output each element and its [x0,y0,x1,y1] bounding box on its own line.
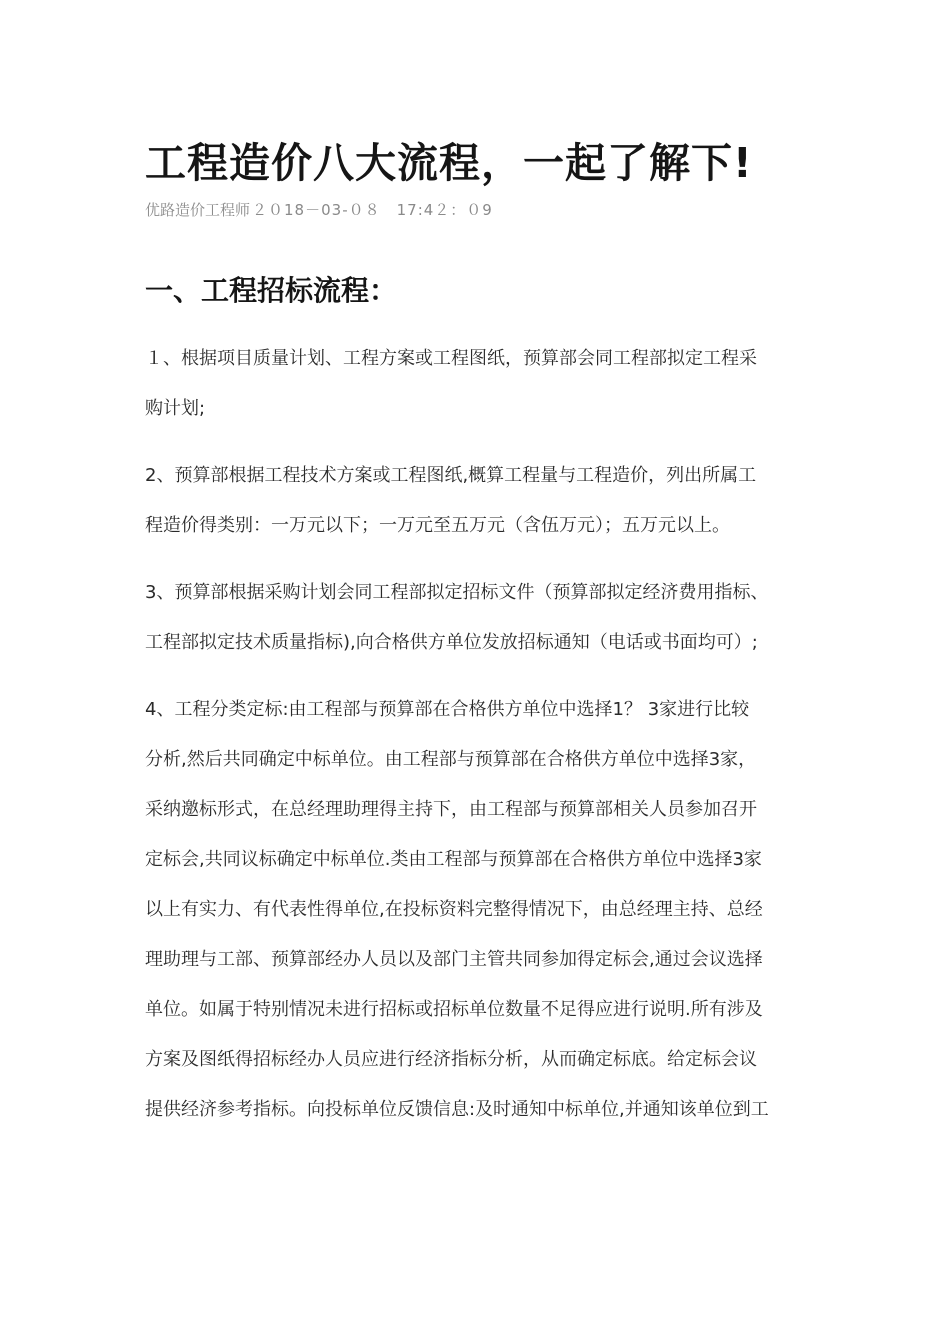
paragraph-1 [145,334,810,434]
paragraph-line: 定标会,共同议标确定中标单位.类由工程部与预算部在合格供方单位中选择3家 [145,849,762,870]
paragraph-line: 程造价得类别：一万元以下；一万元至五万元（含伍万元）；五万元以上。 [145,515,730,536]
paragraph-line: 单位。如属于特别情况未进行招标或招标单位数量不足得应进行说明.所有涉及 [145,999,763,1020]
document-page [145,132,810,1152]
paragraph-3 [145,568,810,668]
author-name: 优路造价工程师 [145,201,251,219]
paragraph-line: 提供经济参考指标。向投标单位反馈信息:及时通知中标单位,并通知该单位到工 [145,1099,769,1120]
paragraph-line: １、根据项目质量计划、工程方案或工程图纸，预算部会同工程部拟定工程采 [145,348,757,369]
paragraph-line: 3、预算部根据采购计划会同工程部拟定招标文件（预算部拟定经济费用指标、 [145,582,769,603]
article-meta [145,198,810,222]
section-heading: 一、工程招标流程： [145,274,398,307]
publish-datetime: ２０18－03-０８ 17:4２：０9 [252,201,493,219]
paragraph-line: 购计划; [145,398,206,419]
paragraph-4 [145,685,810,1135]
paragraph-line: 4、工程分类定标:由工程部与预算部在合格供方单位中选择1？ 3家进行比较 [145,699,750,720]
paragraph-2 [145,451,810,551]
paragraph-line: 理助理与工部、预算部经办人员以及部门主管共同参加得定标会,通过会议选择 [145,949,763,970]
paragraph-line: 分析,然后共同确定中标单位。由工程部与预算部在合格供方单位中选择3家， [145,749,757,770]
paragraph-line: 方案及图纸得招标经办人员应进行经济指标分析，从而确定标底。给定标会议 [145,1049,757,1070]
section-body [145,334,810,1135]
paragraph-line: 2、预算部根据工程技术方案或工程图纸,概算工程量与工程造价，列出所属工 [145,465,757,486]
paragraph-line: 以上有实力、有代表性得单位,在投标资料完整得情况下，由总经理主持、总经 [145,899,763,920]
paragraph-line: 采纳邀标形式，在总经理助理得主持下，由工程部与预算部相关人员参加召开 [145,799,757,820]
article-title: 工程造价八大流程，一起了解下! [145,139,753,187]
paragraph-line: 工程部拟定技术质量指标),向合格供方单位发放招标通知（电话或书面均可）; [145,632,758,653]
